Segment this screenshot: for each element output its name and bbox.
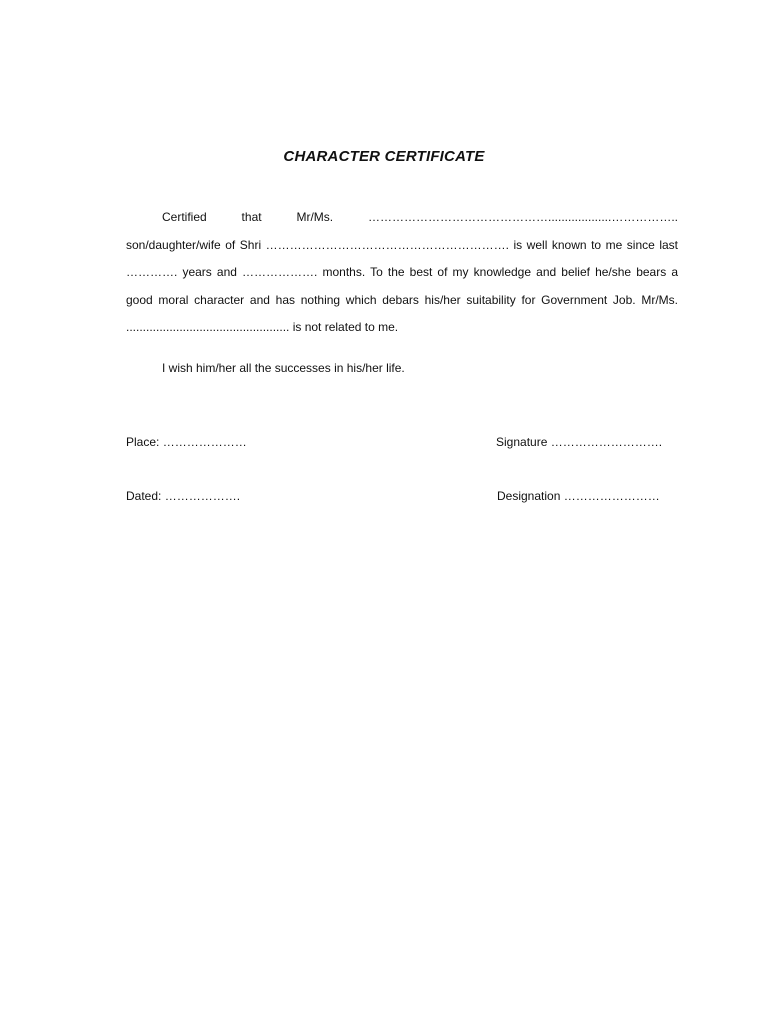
years-blank: …………. [126,265,178,280]
designation-label: Designation [497,489,564,503]
months-blank: ………………. [242,265,318,280]
designation-field [497,487,660,505]
signature-field [496,433,662,451]
body-lead-text: Certified that Mr/Ms. [162,210,368,224]
name-blank-2: ................................................. [126,320,290,335]
place-field [126,433,247,451]
body-text-character: months. To the best of my knowledge and belief he/she bears a good moral character and has nothing which debars his/her suitability for Government Job. Mr/Ms. [126,265,679,307]
father-name-blank: ……………………………………………………. [265,237,509,252]
certificate-body-paragraph [126,204,678,342]
body-text-years: years and [177,265,243,280]
dated-blank: ………………. [164,489,241,503]
place-blank: ………………… [162,435,247,449]
signature-label: Signature [496,435,551,449]
body-text-relation: son/daughter/wife of Shri [126,237,266,252]
signature-blank: ………………………. [550,435,663,449]
wish-paragraph: I wish him/her all the successes in his/her life. [162,361,405,375]
dated-field [126,487,240,505]
body-text-known-since: is well known to me since last [508,237,679,252]
body-text-not-related: is not related to me. [289,320,399,335]
certificate-title: CHARACTER CERTIFICATE [283,148,485,165]
name-blank: ………………………………………...................…………….. [367,210,678,224]
dated-label: Dated: [126,489,165,503]
designation-blank: …………………… [563,489,660,503]
place-label: Place: [126,435,163,449]
